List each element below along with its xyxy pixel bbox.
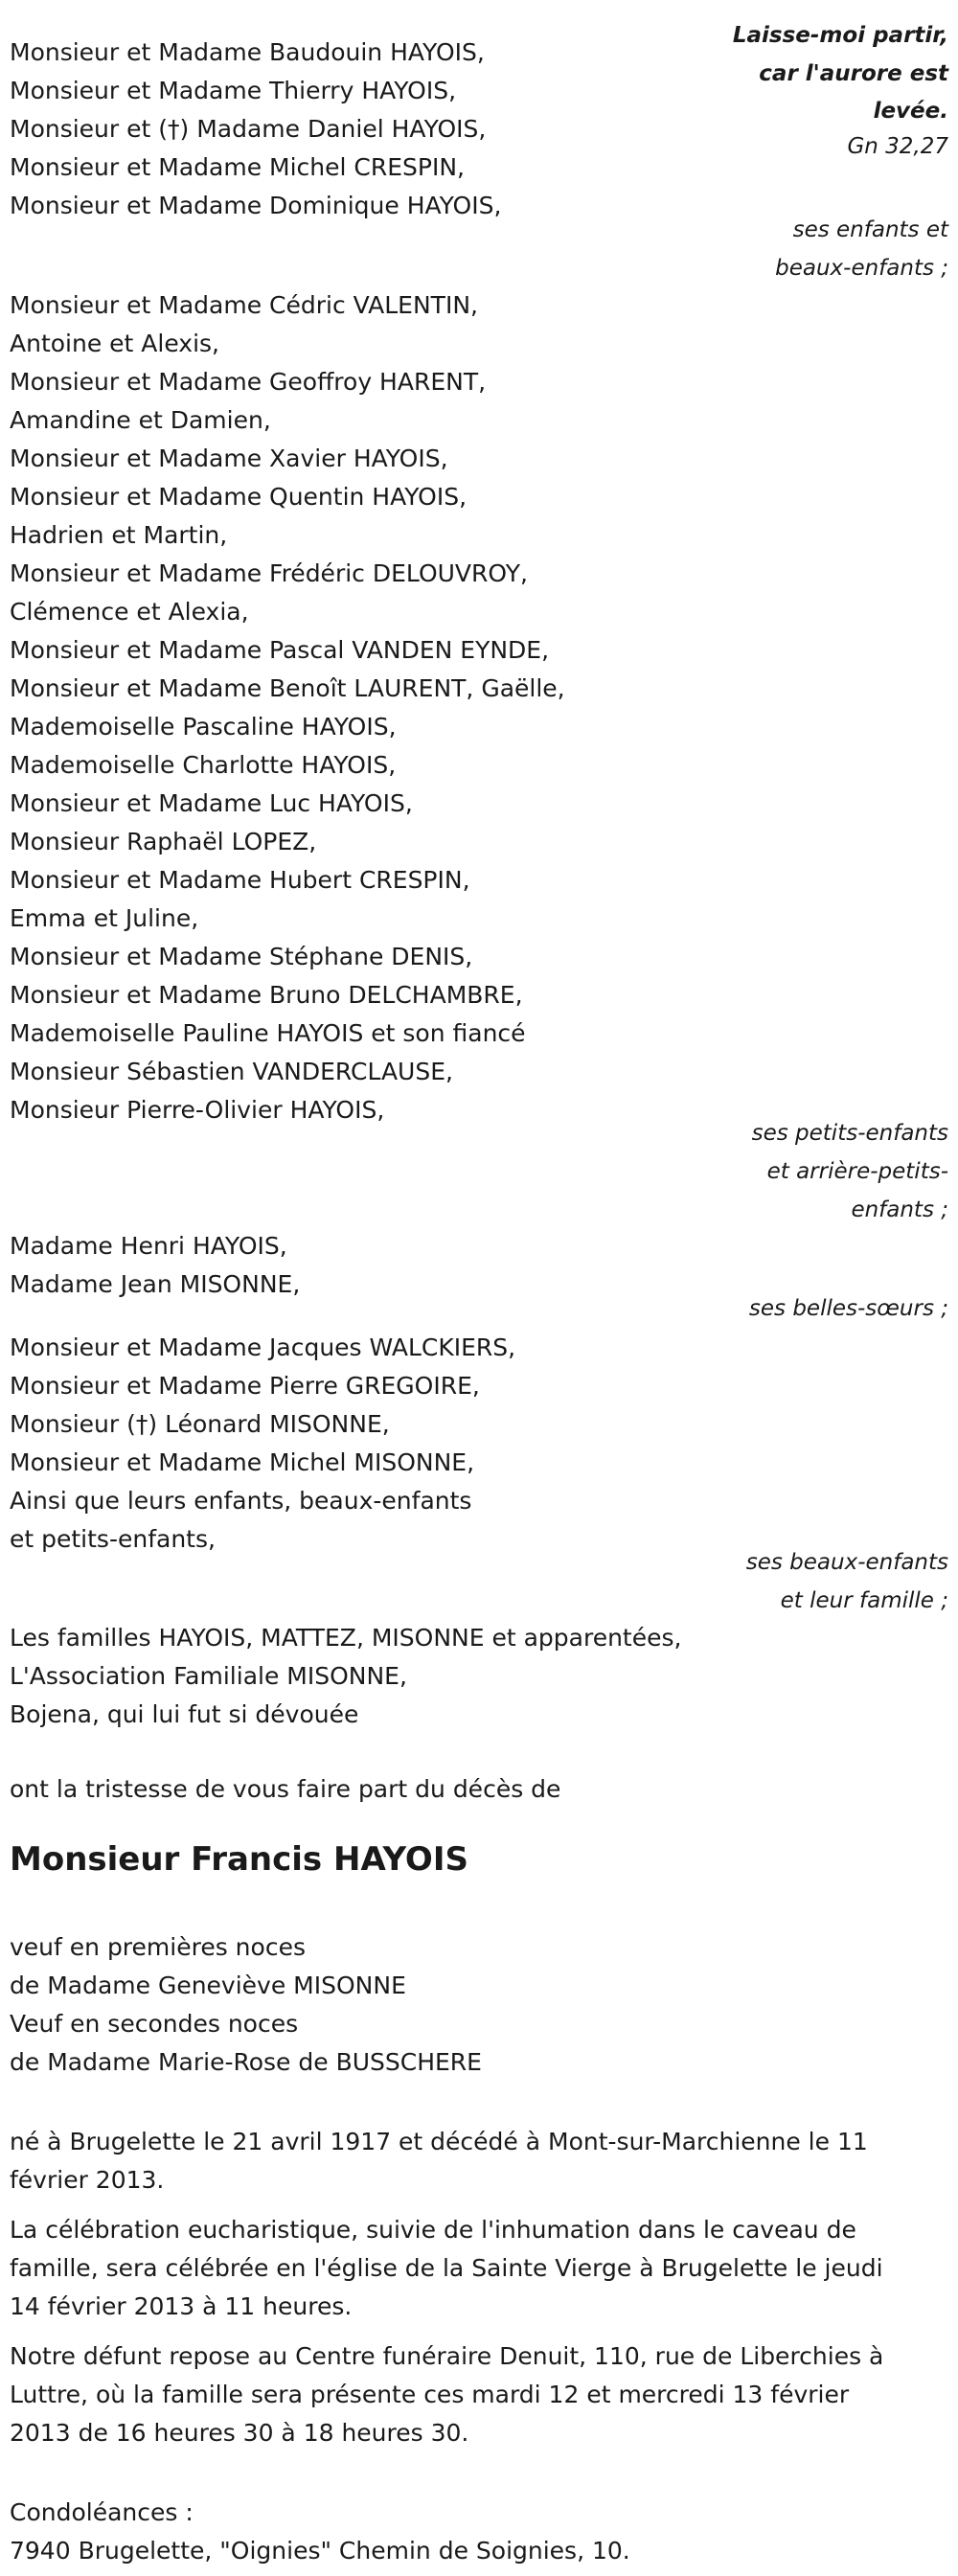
family-line: Mademoiselle Charlotte HAYOIS, bbox=[10, 751, 397, 779]
family-line: Madame Jean MISONNE, bbox=[10, 1270, 301, 1298]
family-line: Madame Henri HAYOIS, bbox=[10, 1232, 287, 1260]
paragraph-line: Luttre, où la famille sera présente ces mardi 12 et mercredi 13 février bbox=[10, 2381, 850, 2408]
paragraph-line: La célébration eucharistique, suivie de l'inhumation dans le caveau de bbox=[10, 2216, 856, 2244]
family-line: Monsieur et Madame Baudouin HAYOIS, bbox=[10, 38, 485, 66]
relation-label: ses petits-enfants bbox=[751, 1121, 948, 1146]
family-line: Monsieur et (†) Madame Daniel HAYOIS, bbox=[10, 115, 487, 143]
relation-label: beaux-enfants ; bbox=[775, 256, 948, 281]
relation-label: ses enfants et bbox=[792, 217, 948, 242]
paragraph-line: famille, sera célébrée en l'église de la Sainte Vierge à Brugelette le jeudi bbox=[10, 2254, 883, 2282]
family-line: Monsieur et Madame Dominique HAYOIS, bbox=[10, 192, 502, 219]
family-line: et petits-enfants, bbox=[10, 1525, 216, 1553]
widower-line: Veuf en secondes noces bbox=[10, 2010, 299, 2038]
family-line: Monsieur et Madame Michel MISONNE, bbox=[10, 1448, 475, 1476]
family-line: Monsieur et Madame Hubert CRESPIN, bbox=[10, 866, 470, 894]
family-line: Monsieur (†) Léonard MISONNE, bbox=[10, 1410, 390, 1438]
paragraph-line: février 2013. bbox=[10, 2166, 165, 2194]
quote-line: car l'aurore est bbox=[759, 61, 948, 86]
family-line: Bojena, qui lui fut si dévouée bbox=[10, 1700, 359, 1728]
family-line: Monsieur et Madame Cédric VALENTIN, bbox=[10, 291, 478, 319]
widower-line: veuf en premières noces bbox=[10, 1933, 306, 1961]
family-line: Monsieur et Madame Benoît LAURENT, Gaëlle, bbox=[10, 674, 565, 702]
family-line: Monsieur et Madame Stéphane DENIS, bbox=[10, 943, 473, 970]
quote-line: Laisse-moi partir, bbox=[732, 23, 948, 48]
family-line: Emma et Juline, bbox=[10, 904, 199, 932]
quote-line: levée. bbox=[873, 99, 948, 124]
family-line: Mademoiselle Pascaline HAYOIS, bbox=[10, 713, 397, 741]
family-line: Monsieur et Madame Thierry HAYOIS, bbox=[10, 77, 457, 104]
paragraph-line: Notre défunt repose au Centre funéraire Denuit, 110, rue de Liberchies à bbox=[10, 2342, 884, 2370]
family-line: Monsieur et Madame Michel CRESPIN, bbox=[10, 153, 465, 181]
family-line: Les familles HAYOIS, MATTEZ, MISONNE et apparentées, bbox=[10, 1624, 682, 1652]
family-line: Monsieur et Madame Jacques WALCKIERS, bbox=[10, 1334, 516, 1361]
family-line: Monsieur et Madame Luc HAYOIS, bbox=[10, 789, 413, 817]
widower-line: de Madame Marie-Rose de BUSSCHERE bbox=[10, 2048, 482, 2076]
deceased-name: Monsieur Francis HAYOIS bbox=[10, 1840, 468, 1879]
family-line: Monsieur et Madame Frédéric DELOUVROY, bbox=[10, 559, 528, 587]
relation-label: ses beaux-enfants bbox=[745, 1550, 948, 1575]
widower-line: de Madame Geneviève MISONNE bbox=[10, 1972, 406, 1999]
family-line: Amandine et Damien, bbox=[10, 406, 271, 434]
relation-label: et arrière-petits- bbox=[766, 1159, 948, 1184]
family-line: Monsieur Pierre-Olivier HAYOIS, bbox=[10, 1096, 385, 1124]
family-line: Monsieur et Madame Quentin HAYOIS, bbox=[10, 483, 468, 511]
family-line: Clémence et Alexia, bbox=[10, 598, 249, 626]
relation-label: ses belles-sœurs ; bbox=[748, 1296, 948, 1321]
family-line: Ainsi que leurs enfants, beaux-enfants bbox=[10, 1487, 472, 1515]
family-line: Monsieur Raphaël LOPEZ, bbox=[10, 828, 317, 855]
announcement: ont la tristesse de vous faire part du décès de bbox=[10, 1775, 561, 1803]
paragraph-line: né à Brugelette le 21 avril 1917 et décédé à Mont-sur-Marchienne le 11 bbox=[10, 2128, 868, 2155]
family-line: Monsieur et Madame Pierre GREGOIRE, bbox=[10, 1372, 480, 1400]
paragraph-line: 14 février 2013 à 11 heures. bbox=[10, 2292, 353, 2320]
condolences-label: Condoléances : bbox=[10, 2498, 194, 2526]
family-line: Hadrien et Martin, bbox=[10, 521, 228, 549]
family-line: Mademoiselle Pauline HAYOIS et son fiancé bbox=[10, 1019, 526, 1047]
family-line: L'Association Familiale MISONNE, bbox=[10, 1662, 407, 1690]
relation-label: enfants ; bbox=[851, 1197, 948, 1222]
family-line: Monsieur et Madame Pascal VANDEN EYNDE, bbox=[10, 636, 550, 664]
family-line: Monsieur Sébastien VANDERCLAUSE, bbox=[10, 1058, 453, 1085]
family-line: Monsieur et Madame Bruno DELCHAMBRE, bbox=[10, 981, 523, 1009]
relation-label: et leur famille ; bbox=[780, 1588, 948, 1613]
condolences-address: 7940 Brugelette, "Oignies" Chemin de Soignies, 10. bbox=[10, 2537, 630, 2565]
family-line: Antoine et Alexis, bbox=[10, 330, 219, 357]
paragraph-line: 2013 de 16 heures 30 à 18 heures 30. bbox=[10, 2419, 469, 2447]
family-line: Monsieur et Madame Xavier HAYOIS, bbox=[10, 445, 448, 472]
quote-reference: Gn 32,27 bbox=[847, 134, 948, 159]
family-line: Monsieur et Madame Geoffroy HARENT, bbox=[10, 368, 487, 396]
